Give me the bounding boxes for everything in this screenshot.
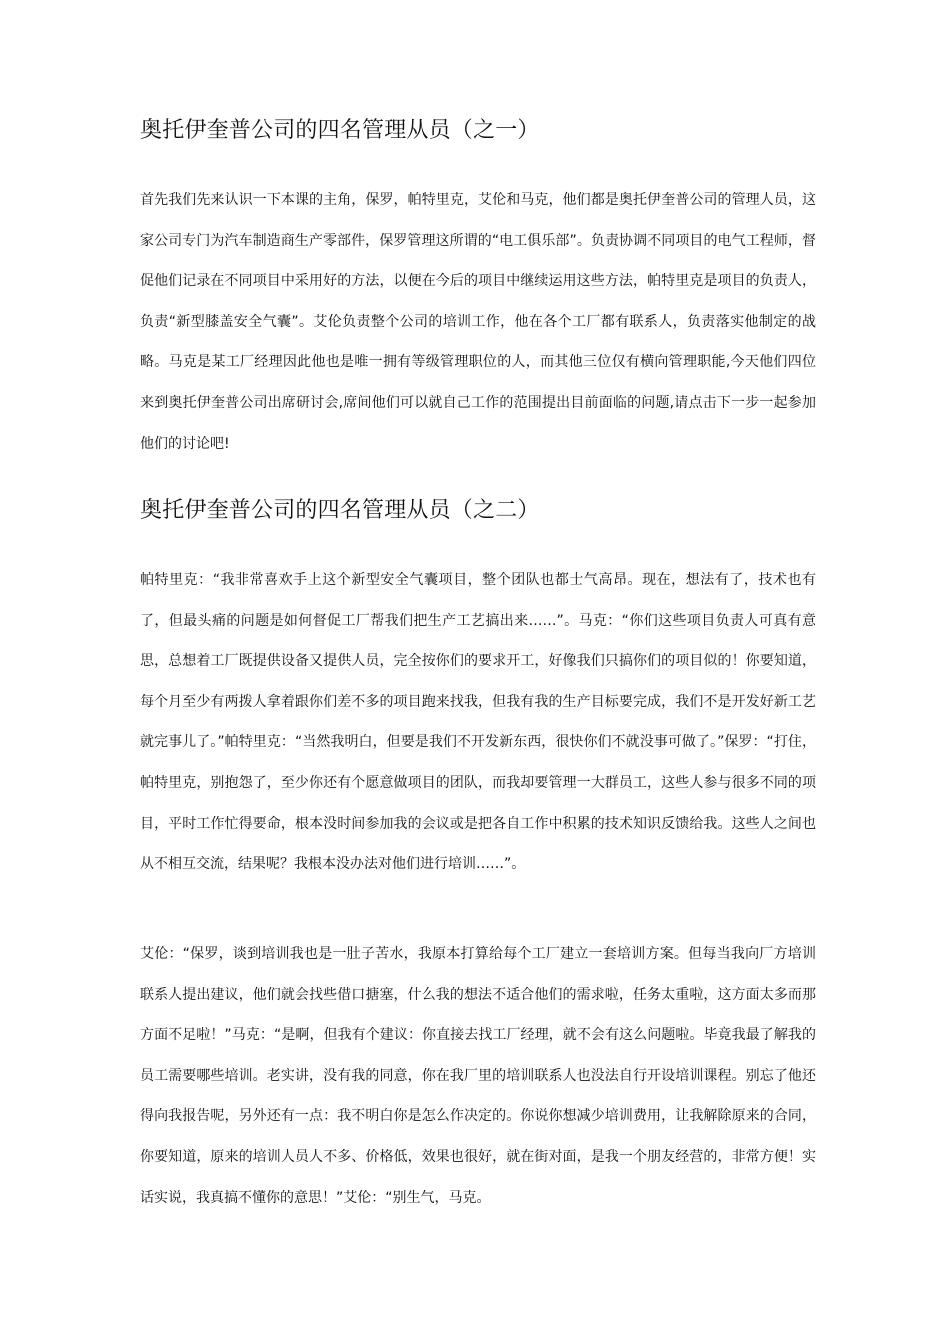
section-2-paragraph-1: 帕特里克：“我非常喜欢手上这个新型安全气囊项目，整个团队也都士气高昂。现在，想法有了，技术也有了，但最头痛的问题是如何督促工厂帮我们把生产工艺搞出来……”。马克：“你们这些项目负责人可真有意思，总想着工厂既提供设备又提供人员，完全按你们的要求开工，好像我们只搞你们的项目似的！你要知道，每个月至少有两拨人拿着跟你们差不多的项目跑来找我，但我有我的生产目标要完成，我们不是开发好新工艺就完事儿了。”帕特里克：“当然我明白，但要是我们不开发新东西，很快你们不就没事可做了。”保罗：“打住，帕特里克，别抱怨了，至少你还有个愿意做项目的团队，而我却要管理一大群员工，这些人参与很多不同的项目，平时工作忙得要命，根本没时间参加我的会议或是把各自工作中积累的技术知识反馈给我。这些人之间也从不相互交流，结果呢？我根本没办法对他们进行培训……”。 (140, 572, 816, 873)
section-1-paragraph: 首先我们先来认识一下本课的主角，保罗，帕特里克，艾伦和马克，他们都是奥托伊奎普公司的管理人员，这家公司专门为汽车制造商生产零部件，保罗管理这所谓的“电工俱乐部”。负责协调不同项目的电气工程师，督促他们记录在不同项目中采用好的方法，以便在今后的项目中继续运用这些方法，帕特里克是项目的负责人，负责“新型膝盖安全气囊”。艾伦负责整个公司的培训工作，他在各个工厂都有联系人，负责落实他制定的战略。马克是某工厂经理因此他也是唯一拥有等级管理职位的人，而其他三位仅有横向管理职能,今天他们四位来到奥托伊奎普公司出席研讨会,席间他们可以就自己工作的范围提出目前面临的问题,请点击下一步一起参加他们的讨论吧! (140, 192, 816, 452)
section-title-1: 奥托伊奎普公司的四名管理从员（之一） (140, 118, 540, 143)
section-title-2: 奥托伊奎普公司的四名管理从员（之二） (140, 498, 540, 523)
section-2-paragraph-2: 艾伦：“保罗，谈到培训我也是一肚子苦水，我原本打算给每个工厂建立一套培训方案。但每当我向厂方培训联系人提出建议，他们就会找些借口搪塞，什么我的想法不适合他们的需求啦，任务太重啦，这方面太多而那方面不足啦！”马克：“是啊，但我有个建议：你直接去找工厂经理，就不会有这么问题啦。毕竟我最了解我的员工需要哪些培训。老实讲，没有我的同意，你在我厂里的培训联系人也没法自行开设培训课程。别忘了他还得向我报告呢，另外还有一点：我不明白你是怎么作决定的。你说你想减少培训费用，让我解除原来的合同，你要知道，原来的培训人员人不多、价格低，效果也很好，就在街对面，是我一个朋友经营的，非常方便！实话实说，我真搞不懂你的意思！”艾伦：“别生气，马克。 (140, 946, 816, 1206)
